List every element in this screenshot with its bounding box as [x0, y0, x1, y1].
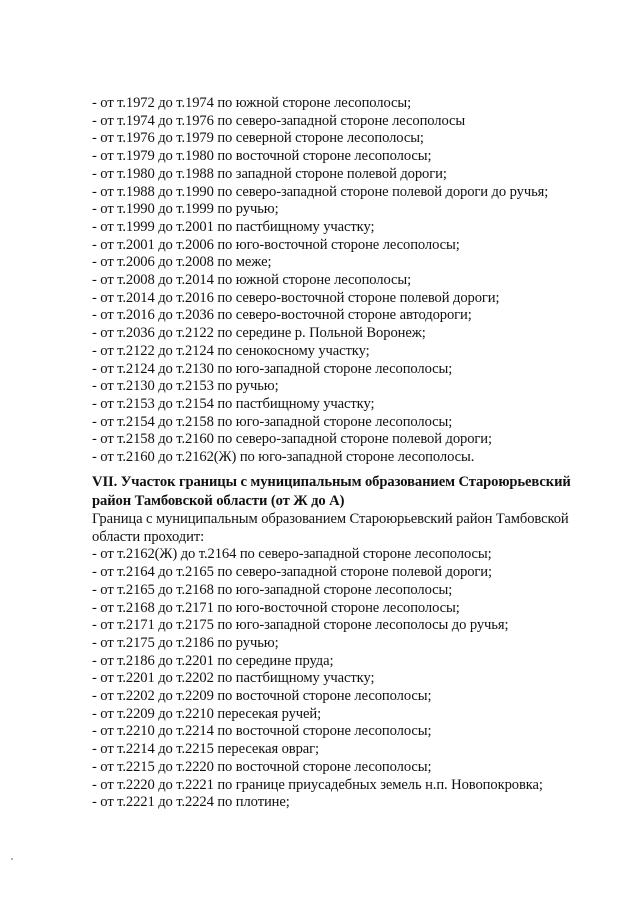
- list-item: - от т.2162(Ж) до т.2164 по северо-западной стороне лесополосы;: [92, 546, 492, 563]
- list-item: - от т.1979 до т.1980 по восточной стороне лесополосы;: [92, 148, 432, 165]
- list-item: - от т.2154 до т.2158 по юго-западной стороне лесополосы;: [92, 413, 453, 430]
- list-item: - от т.2175 до т.2186 по ручью;: [92, 634, 279, 651]
- section-intro-line-2: области проходит:: [92, 528, 205, 545]
- list-item: - от т.1980 до т.1988 по западной стороне полевой дороги;: [92, 165, 447, 182]
- list-item: - от т.2006 до т.2008 по меже;: [92, 254, 272, 271]
- list-item: - от т.2164 до т.2165 по северо-западной стороне полевой дороги;: [92, 564, 492, 581]
- list-item: - от т.2160 до т.2162(Ж) по юго-западной стороне лесополосы.: [92, 449, 475, 466]
- boundary-list-top: [92, 95, 622, 467]
- section-intro-line-1: Граница с муниципальным образованием Староюрьевский район Тамбовской: [92, 511, 569, 527]
- list-item: - от т.2221 до т.2224 по плотине;: [92, 794, 290, 811]
- list-item: - от т.2016 до т.2036 по северо-восточной стороне автодороги;: [92, 307, 472, 324]
- list-item: - от т.2014 до т.2016 по северо-восточной стороне полевой дороги;: [92, 289, 500, 306]
- list-item: - от т.1988 до т.1990 по северо-западной стороне полевой дороги до ручья;: [92, 183, 549, 200]
- list-item: - от т.1974 до т.1976 по северо-западной стороне лесополосы: [92, 112, 466, 129]
- list-item: - от т.2168 до т.2171 по юго-восточной стороне лесополосы;: [92, 599, 460, 616]
- list-item: - от т.2130 до т.2153 по ручью;: [92, 378, 279, 395]
- list-item: - от т.2158 до т.2160 по северо-западной стороне полевой дороги;: [92, 431, 492, 448]
- list-item: - от т.2220 до т.2221 по границе приусадебных земель н.п. Новопокровка;: [92, 776, 543, 793]
- list-item: - от т.1976 до т.1979 по северной стороне лесополосы;: [92, 130, 424, 147]
- list-item: - от т.2201 до т.2202 по пастбищному участку;: [92, 670, 375, 687]
- list-item: - от т.2122 до т.2124 по сенокосному участку;: [92, 342, 370, 359]
- scan-speck: [11, 858, 13, 860]
- list-item: - от т.2001 до т.2006 по юго-восточной стороне лесополосы;: [92, 236, 460, 253]
- list-item: - от т.2214 до т.2215 пересекая овраг;: [92, 741, 320, 758]
- list-item: - от т.2210 до т.2214 по восточной стороне лесополосы;: [92, 723, 432, 740]
- section-heading-line-2: район Тамбовской области (от Ж до А): [92, 493, 345, 509]
- list-item: - от т.1999 до т.2001 по пастбищному участку;: [92, 218, 375, 235]
- list-item: - от т.2209 до т.2210 пересекая ручей;: [92, 705, 322, 722]
- list-item: - от т.1972 до т.1974 по южной стороне лесополосы;: [92, 95, 412, 111]
- section-heading-line-1: VII. Участок границы с муниципальным образованием Староюрьевский: [92, 474, 571, 490]
- list-item: - от т.2165 до т.2168 по юго-западной стороне лесополосы;: [92, 581, 453, 598]
- list-item: - от т.2215 до т.2220 по восточной стороне лесополосы;: [92, 758, 432, 775]
- list-item: - от т.2153 до т.2154 по пастбищному участку;: [92, 395, 375, 412]
- list-item: - от т.2124 до т.2130 по юго-западной стороне лесополосы;: [92, 360, 453, 377]
- list-item: - от т.2171 до т.2175 по юго-западной стороне лесополосы до ручья;: [92, 617, 509, 634]
- list-item: - от т.2202 до т.2209 по восточной стороне лесополосы;: [92, 688, 432, 705]
- list-item: - от т.2186 до т.2201 по середине пруда;: [92, 652, 334, 669]
- list-item: - от т.1990 до т.1999 по ручью;: [92, 201, 279, 218]
- list-item: - от т.2036 до т.2122 по середине р. Польной Воронеж;: [92, 325, 426, 342]
- section-vii: [92, 473, 622, 812]
- list-item: - от т.2008 до т.2014 по южной стороне лесополосы;: [92, 272, 412, 289]
